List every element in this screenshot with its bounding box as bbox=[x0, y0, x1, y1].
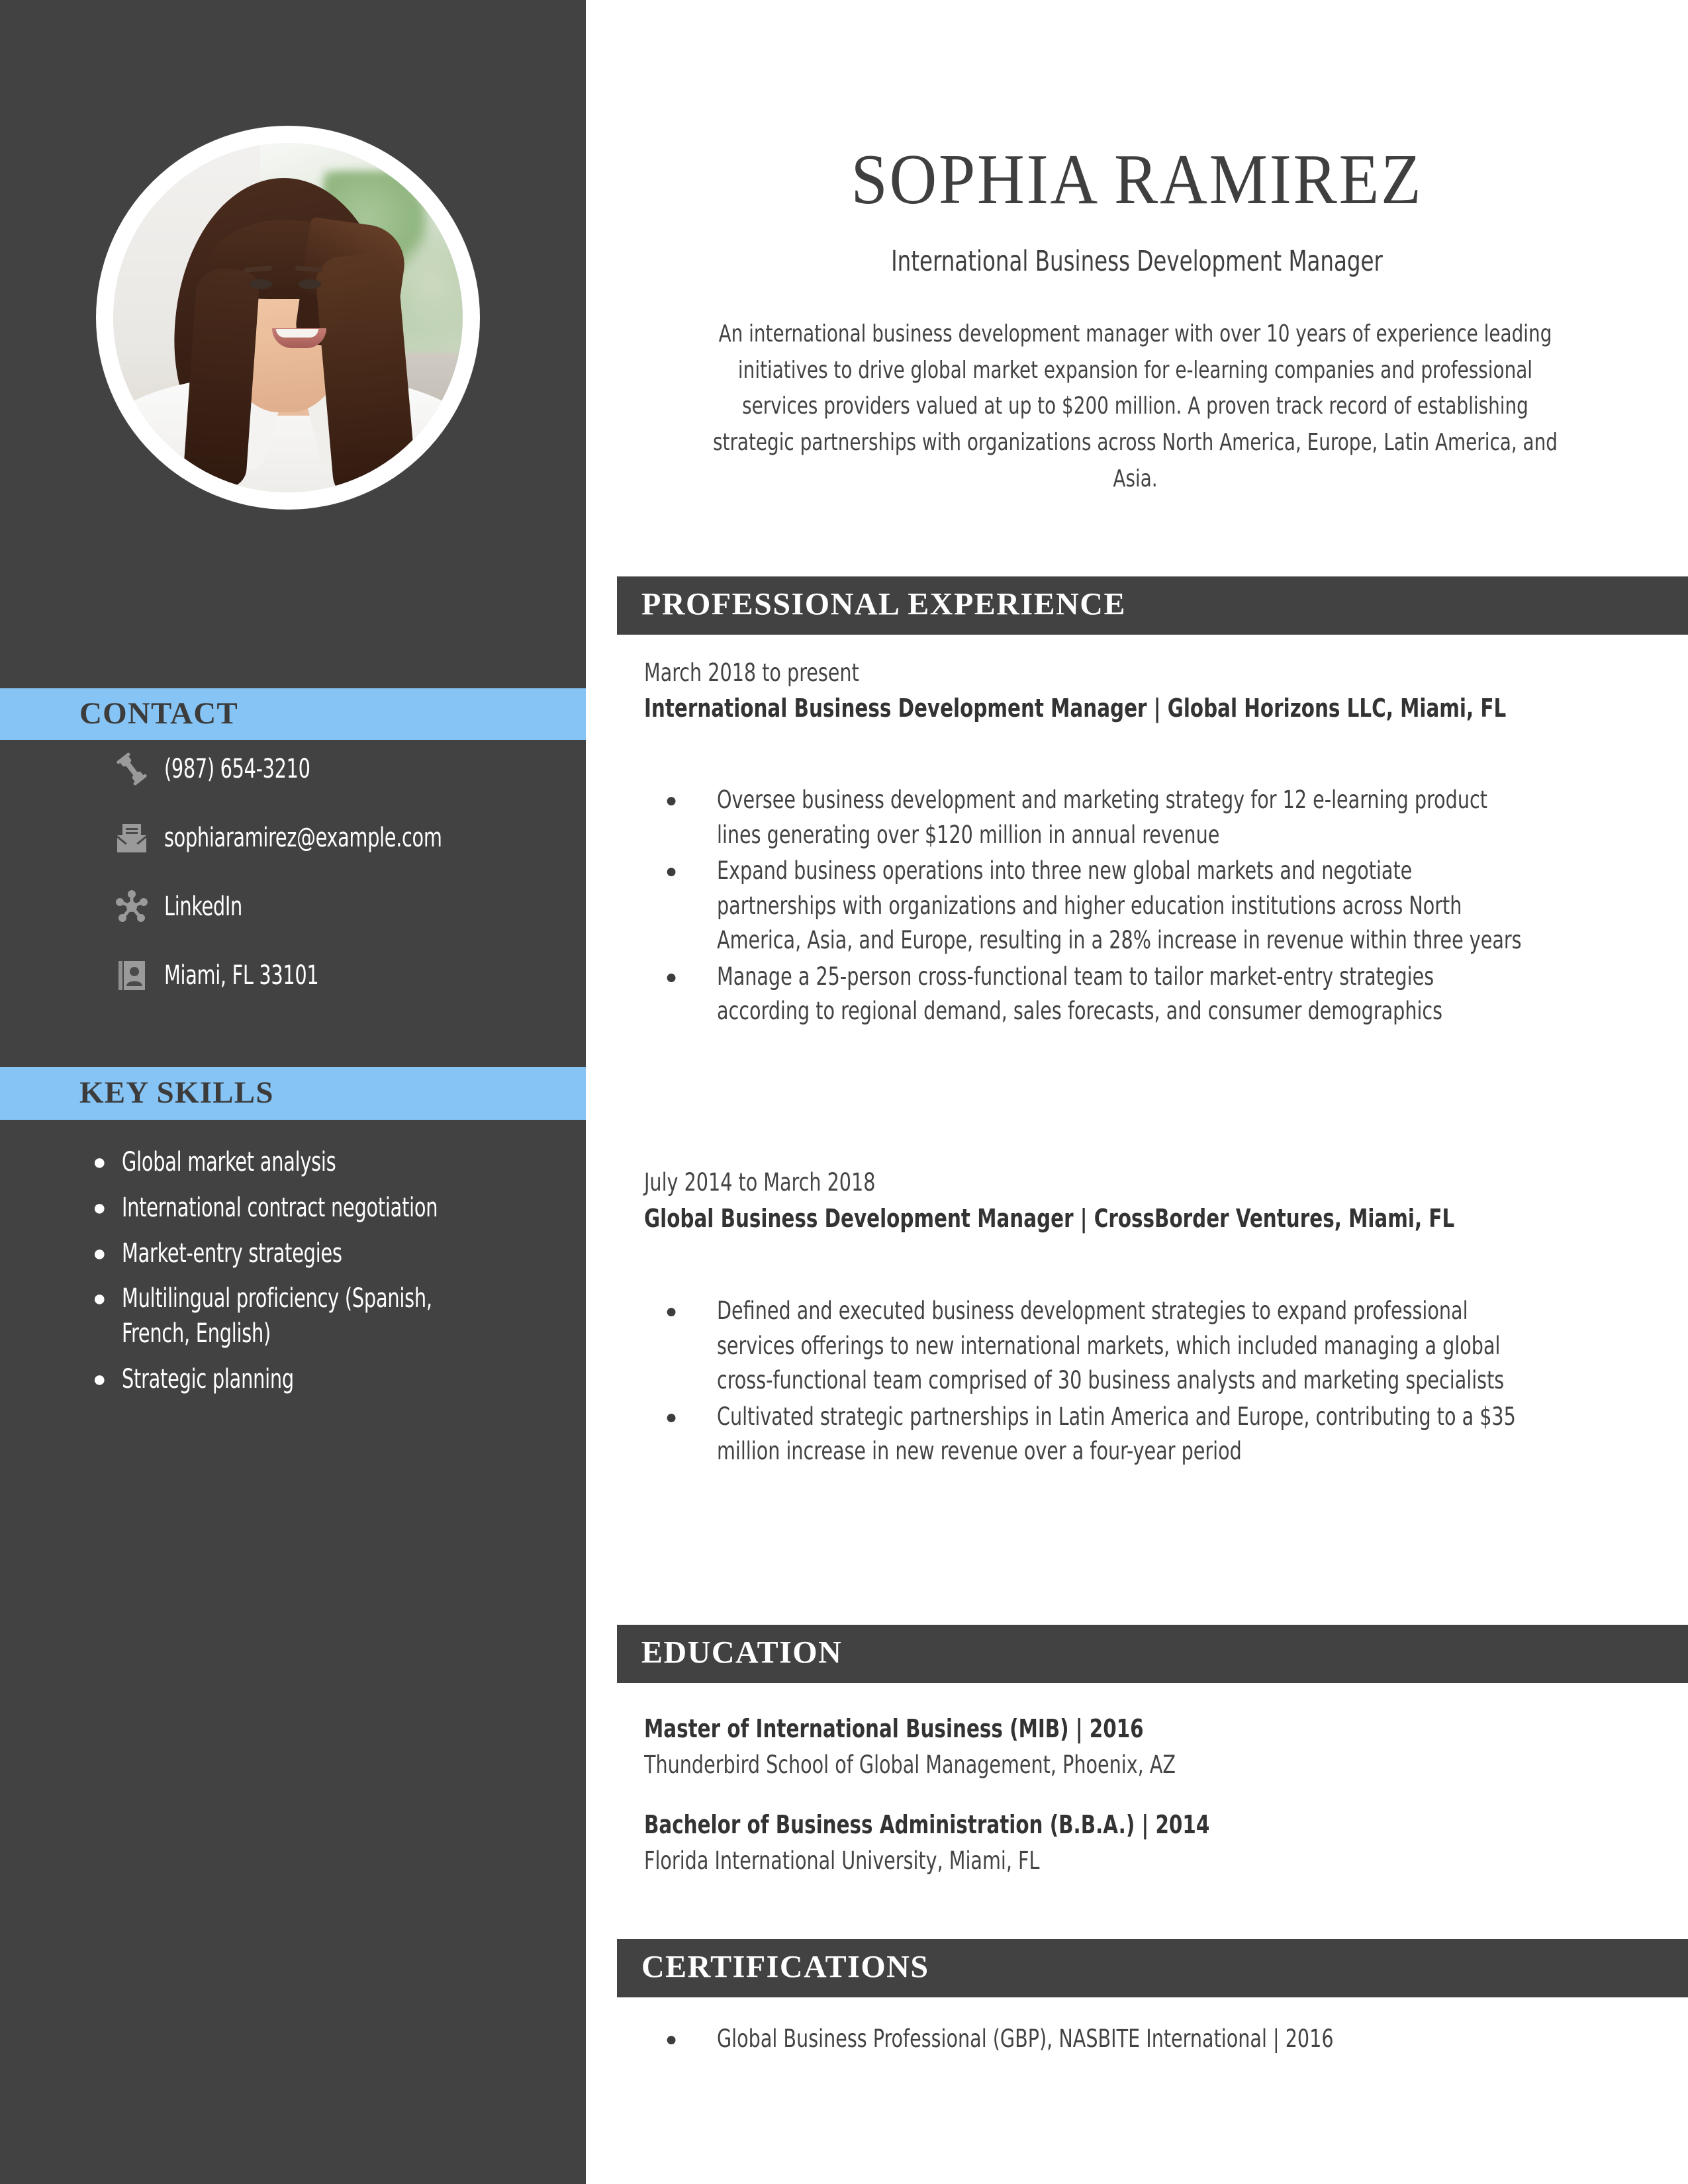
bullet-glyph: ● bbox=[665, 860, 678, 883]
bullet-glyph: ● bbox=[665, 1406, 678, 1428]
contact-heading: CONTACT bbox=[79, 696, 238, 731]
sidebar bbox=[0, 0, 586, 2184]
job-title-company: Global Business Development Manager | CrossBorder Ventures, Miami, FL bbox=[644, 1204, 1455, 1233]
bullet-label: Manage a 25-person cross-functional team to tailor market-entry strategies according to regional demand, sales forecasts, and consumer demographics bbox=[717, 962, 1443, 1026]
contact-item-email[interactable] bbox=[0, 803, 586, 872]
list-item bbox=[665, 854, 1658, 958]
job-dates: March 2018 to present bbox=[644, 659, 859, 687]
education-school: Thunderbird School of Global Management, Phoenix, AZ bbox=[644, 1751, 1176, 1779]
certifications-section-header bbox=[617, 1939, 1688, 1997]
photo-eye-right bbox=[299, 279, 321, 289]
skill-label: Multilingual proficiency (Spanish, French, English) bbox=[122, 1283, 432, 1349]
experience-heading: PROFESSIONAL EXPERIENCE bbox=[641, 586, 1126, 622]
avatar bbox=[96, 126, 480, 510]
job-title-subtitle: International Business Development Manager bbox=[891, 245, 1383, 278]
contact-item-phone[interactable] bbox=[0, 735, 586, 803]
bullet-glyph: ● bbox=[665, 2028, 678, 2050]
bullet-glyph: ● bbox=[665, 966, 678, 988]
page-title: SOPHIA RAMIREZ bbox=[851, 140, 1423, 219]
contact-location-value: Miami, FL 33101 bbox=[164, 960, 319, 991]
bullet-glyph: ● bbox=[665, 1300, 678, 1322]
contact-email-value: sophiaramirez@example.com bbox=[164, 823, 442, 853]
education-school: Florida International University, Miami, FL bbox=[644, 1846, 1040, 1875]
certification-label: Global Business Professional (GBP), NASBITE International | 2016 bbox=[717, 2025, 1334, 2053]
key-skills-heading: KEY SKILLS bbox=[79, 1075, 274, 1110]
list-item bbox=[665, 1294, 1658, 1398]
certifications-heading: CERTIFICATIONS bbox=[641, 1949, 929, 1985]
education-heading: EDUCATION bbox=[641, 1635, 843, 1670]
list-item bbox=[93, 1145, 566, 1180]
bullet-glyph: ● bbox=[93, 1286, 107, 1312]
education-degree: Master of International Business (MIB) | 2016 bbox=[644, 1714, 1144, 1743]
education-section-header bbox=[617, 1625, 1688, 1683]
skill-label: Market-entry strategies bbox=[122, 1238, 342, 1269]
profile-photo bbox=[113, 143, 463, 492]
bullet-label: Oversee business development and marketing strategy for 12 e-learning product lines generating over $120 million in annual revenue bbox=[717, 786, 1487, 849]
key-skills-section-header bbox=[0, 1067, 586, 1120]
job-dates: July 2014 to March 2018 bbox=[644, 1168, 876, 1197]
bullet-glyph: ● bbox=[665, 790, 678, 811]
id-card-icon bbox=[113, 956, 151, 995]
bullet-glyph: ● bbox=[93, 1195, 107, 1220]
certifications-list bbox=[665, 2022, 1658, 2058]
envelope-icon bbox=[113, 819, 151, 857]
list-item bbox=[93, 1191, 566, 1226]
key-skills-list bbox=[0, 1145, 586, 1408]
education-degree: Bachelor of Business Administration (B.B.A.) | 2014 bbox=[644, 1810, 1210, 1839]
list-item bbox=[93, 1236, 566, 1271]
phone-icon bbox=[113, 750, 151, 788]
job-bullets bbox=[665, 1294, 1658, 1471]
list-item bbox=[665, 960, 1658, 1029]
job-title-company: International Business Development Manager | Global Horizons LLC, Miami, FL bbox=[644, 694, 1507, 723]
contact-list bbox=[0, 735, 586, 1010]
skill-label: Strategic planning bbox=[122, 1363, 294, 1394]
bullet-label: Expand business operations into three new global markets and negotiate partnerships with organizations and higher education institutions across North America, Asia, and Europe, resulting in a 28% increase in revenue within three years bbox=[717, 856, 1522, 955]
job-bullets bbox=[665, 783, 1658, 1030]
experience-section-header bbox=[617, 576, 1688, 635]
contact-item-linkedin[interactable] bbox=[0, 872, 586, 941]
list-item bbox=[93, 1362, 566, 1397]
main-content bbox=[586, 0, 1688, 2184]
skill-label: International contract negotiation bbox=[122, 1192, 438, 1223]
network-icon bbox=[113, 887, 151, 926]
list-item bbox=[93, 1281, 566, 1351]
contact-section-header bbox=[0, 688, 586, 740]
bullet-label: Cultivated strategic partnerships in Latin America and Europe, contributing to a $35 million increase in new revenue over a four-year period bbox=[717, 1402, 1516, 1466]
contact-phone-value: (987) 654-3210 bbox=[164, 754, 310, 784]
skill-label: Global market analysis bbox=[122, 1147, 336, 1177]
photo-teeth bbox=[276, 329, 318, 338]
list-item bbox=[665, 1400, 1658, 1469]
professional-summary: An international business development manager with over 10 years of experience leading initiatives to drive global market expansion for e-learning companies and professional services providers valued at up to $200 million. A proven track record of establishing strategic partnerships with organizations across North America, Europe, Latin America, and Asia. bbox=[713, 320, 1558, 492]
bullet-label: Defined and executed business development strategies to expand professional services offerings to new international markets, which included managing a global cross-functional team comprised of 30 business analysts and marketing specialists bbox=[717, 1297, 1505, 1395]
photo-eye-left bbox=[250, 279, 272, 289]
bullet-glyph: ● bbox=[93, 1366, 107, 1392]
bullet-glyph: ● bbox=[93, 1240, 107, 1266]
list-item bbox=[665, 2022, 1658, 2057]
contact-item-location[interactable] bbox=[0, 941, 586, 1010]
list-item bbox=[665, 783, 1658, 852]
contact-linkedin-value: LinkedIn bbox=[164, 891, 242, 922]
bullet-glyph: ● bbox=[93, 1150, 107, 1175]
